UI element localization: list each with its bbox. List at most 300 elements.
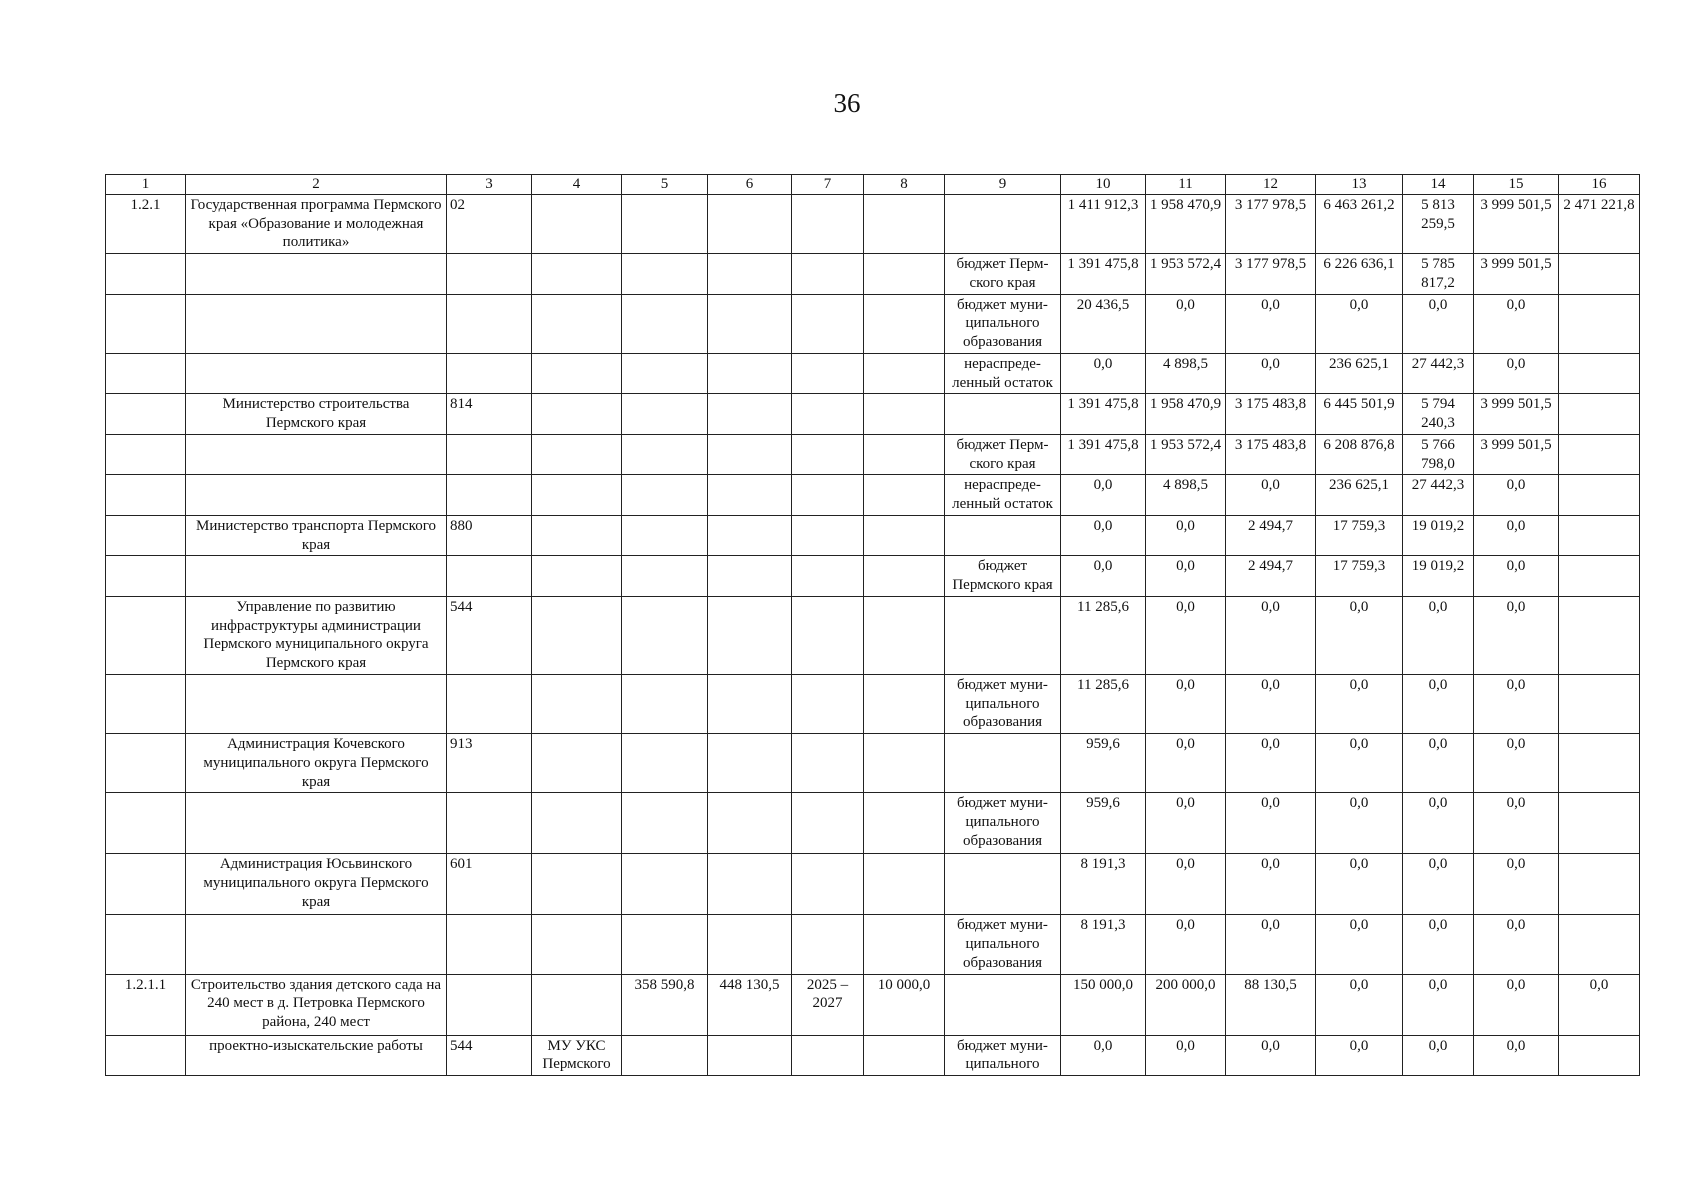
code-cell: 880 (447, 515, 532, 556)
value-cell: 8 191,3 (1061, 854, 1146, 915)
row-index-cell: 1.2.1.1 (106, 974, 186, 1035)
value-cell (1559, 254, 1640, 295)
value-cell: 0,0 (1226, 1035, 1316, 1076)
value-cell: 5 794 240,3 (1403, 394, 1474, 435)
value-cell (1559, 793, 1640, 854)
value-cell (1559, 915, 1640, 974)
name-cell: Управление по развитию инфраструктуры администрации Пермского муниципального округа Пермского края (186, 596, 447, 674)
value-cell: 0,0 (1474, 556, 1559, 597)
code-cell: 544 (447, 1035, 532, 1076)
col5-cell (622, 254, 708, 295)
code-cell (447, 915, 532, 974)
executor-cell (532, 556, 622, 597)
executor-cell (532, 674, 622, 733)
name-cell (186, 254, 447, 295)
row-index-cell (106, 793, 186, 854)
source-cell: бюджет муни-ципального образования (945, 294, 1061, 353)
period-cell (792, 674, 864, 733)
value-cell: 959,6 (1061, 793, 1146, 854)
col8-cell (864, 1035, 945, 1076)
col6-cell (708, 475, 792, 516)
value-cell: 1 953 572,4 (1146, 254, 1226, 295)
row-index-cell (106, 674, 186, 733)
source-cell: бюджет Перм-ского края (945, 434, 1061, 475)
value-cell: 3 999 501,5 (1474, 254, 1559, 295)
col6-cell (708, 1035, 792, 1076)
value-cell: 0,0 (1146, 734, 1226, 793)
col5-cell (622, 394, 708, 435)
col5-cell (622, 194, 708, 253)
value-cell: 0,0 (1146, 915, 1226, 974)
period-cell: 2025 – 2027 (792, 974, 864, 1035)
value-cell: 0,0 (1474, 353, 1559, 394)
table-row (106, 475, 1640, 516)
col6-cell (708, 915, 792, 974)
value-cell (1559, 1035, 1640, 1076)
value-cell: 1 958 470,9 (1146, 394, 1226, 435)
col8-cell (864, 674, 945, 733)
code-cell (447, 434, 532, 475)
source-cell: бюджет Перм-ского края (945, 254, 1061, 295)
executor-cell (532, 353, 622, 394)
value-cell: 0,0 (1146, 793, 1226, 854)
period-cell (792, 1035, 864, 1076)
value-cell: 0,0 (1316, 596, 1403, 674)
value-cell: 0,0 (1316, 294, 1403, 353)
table-row (106, 793, 1640, 854)
col8-cell (864, 194, 945, 253)
value-cell: 27 442,3 (1403, 353, 1474, 394)
value-cell (1559, 515, 1640, 556)
col6-cell (708, 434, 792, 475)
col5-cell (622, 294, 708, 353)
column-header: 13 (1316, 175, 1403, 195)
col5-cell (622, 475, 708, 516)
table-row (106, 194, 1640, 253)
column-header: 12 (1226, 175, 1316, 195)
code-cell: 913 (447, 734, 532, 793)
column-header: 6 (708, 175, 792, 195)
value-cell: 0,0 (1226, 854, 1316, 915)
column-header: 7 (792, 175, 864, 195)
col5-cell (622, 556, 708, 597)
value-cell: 0,0 (1316, 1035, 1403, 1076)
table-row (106, 353, 1640, 394)
executor-cell (532, 854, 622, 915)
value-cell (1559, 596, 1640, 674)
value-cell: 0,0 (1226, 353, 1316, 394)
value-cell: 0,0 (1226, 674, 1316, 733)
col6-cell (708, 674, 792, 733)
period-cell (792, 915, 864, 974)
col8-cell (864, 556, 945, 597)
value-cell: 4 898,5 (1146, 475, 1226, 516)
name-cell (186, 475, 447, 516)
col8-cell (864, 515, 945, 556)
period-cell (792, 394, 864, 435)
table-row (106, 596, 1640, 674)
row-index-cell (106, 294, 186, 353)
table-row (106, 974, 1640, 1035)
row-index-cell (106, 1035, 186, 1076)
source-cell: бюджет муни-ципального (945, 1035, 1061, 1076)
value-cell: 11 285,6 (1061, 596, 1146, 674)
executor-cell (532, 394, 622, 435)
value-cell: 0,0 (1403, 793, 1474, 854)
col6-cell (708, 394, 792, 435)
value-cell: 0,0 (1316, 854, 1403, 915)
code-cell (447, 353, 532, 394)
value-cell: 0,0 (1061, 1035, 1146, 1076)
value-cell: 5 785 817,2 (1403, 254, 1474, 295)
value-cell: 0,0 (1403, 674, 1474, 733)
row-index-cell (106, 475, 186, 516)
col6-cell (708, 596, 792, 674)
source-cell: бюджет муни-ципального образования (945, 674, 1061, 733)
value-cell: 0,0 (1474, 734, 1559, 793)
table-row (106, 254, 1640, 295)
row-index-cell (106, 394, 186, 435)
value-cell (1559, 353, 1640, 394)
value-cell: 0,0 (1403, 734, 1474, 793)
value-cell: 1 953 572,4 (1146, 434, 1226, 475)
value-cell (1559, 475, 1640, 516)
col5-cell (622, 674, 708, 733)
col5-cell (622, 353, 708, 394)
value-cell: 0,0 (1226, 734, 1316, 793)
column-header: 9 (945, 175, 1061, 195)
table-row (106, 515, 1640, 556)
period-cell (792, 734, 864, 793)
value-cell (1559, 734, 1640, 793)
value-cell: 6 226 636,1 (1316, 254, 1403, 295)
page-number: 36 (833, 88, 861, 118)
col8-cell (864, 294, 945, 353)
value-cell: 88 130,5 (1226, 974, 1316, 1035)
source-cell: бюджет муни-ципального образования (945, 793, 1061, 854)
col8-cell (864, 854, 945, 915)
value-cell: 0,0 (1474, 294, 1559, 353)
value-cell: 1 958 470,9 (1146, 194, 1226, 253)
col8-cell (864, 596, 945, 674)
value-cell: 8 191,3 (1061, 915, 1146, 974)
value-cell: 236 625,1 (1316, 475, 1403, 516)
value-cell: 17 759,3 (1316, 515, 1403, 556)
value-cell: 0,0 (1316, 793, 1403, 854)
col6-cell (708, 353, 792, 394)
col5-cell (622, 515, 708, 556)
col8-cell (864, 353, 945, 394)
value-cell: 0,0 (1146, 556, 1226, 597)
col5-cell (622, 854, 708, 915)
value-cell: 959,6 (1061, 734, 1146, 793)
executor-cell (532, 515, 622, 556)
row-index-cell (106, 556, 186, 597)
value-cell: 0,0 (1403, 294, 1474, 353)
col6-cell: 448 130,5 (708, 974, 792, 1035)
value-cell: 3 177 978,5 (1226, 194, 1316, 253)
value-cell: 0,0 (1316, 915, 1403, 974)
executor-cell (532, 254, 622, 295)
budget-table (105, 174, 1640, 1076)
table-row (106, 556, 1640, 597)
value-cell: 0,0 (1061, 475, 1146, 516)
value-cell: 0,0 (1474, 1035, 1559, 1076)
row-index-cell (106, 434, 186, 475)
table-row (106, 854, 1640, 915)
value-cell: 6 463 261,2 (1316, 194, 1403, 253)
code-cell: 601 (447, 854, 532, 915)
name-cell (186, 915, 447, 974)
executor-cell (532, 475, 622, 516)
col5-cell (622, 434, 708, 475)
period-cell (792, 475, 864, 516)
value-cell: 3 175 483,8 (1226, 394, 1316, 435)
col8-cell (864, 734, 945, 793)
name-cell: проектно-изыскательские работы (186, 1035, 447, 1076)
col5-cell (622, 793, 708, 854)
value-cell: 3 175 483,8 (1226, 434, 1316, 475)
col5-cell: 358 590,8 (622, 974, 708, 1035)
source-cell (945, 515, 1061, 556)
col6-cell (708, 793, 792, 854)
period-cell (792, 596, 864, 674)
code-cell (447, 254, 532, 295)
source-cell: нераспреде-ленный остаток (945, 475, 1061, 516)
value-cell: 0,0 (1146, 854, 1226, 915)
value-cell: 0,0 (1474, 475, 1559, 516)
period-cell (792, 194, 864, 253)
col8-cell (864, 394, 945, 435)
table-row (106, 434, 1640, 475)
value-cell (1559, 854, 1640, 915)
col6-cell (708, 515, 792, 556)
col6-cell (708, 294, 792, 353)
col5-cell (622, 734, 708, 793)
col6-cell (708, 194, 792, 253)
table-row (106, 394, 1640, 435)
value-cell: 0,0 (1403, 1035, 1474, 1076)
source-cell: бюджет Пермского края (945, 556, 1061, 597)
value-cell: 0,0 (1226, 294, 1316, 353)
executor-cell (532, 734, 622, 793)
value-cell: 0,0 (1403, 854, 1474, 915)
row-index-cell (106, 854, 186, 915)
value-cell: 0,0 (1226, 793, 1316, 854)
value-cell: 0,0 (1061, 353, 1146, 394)
code-cell (447, 475, 532, 516)
value-cell: 5 766 798,0 (1403, 434, 1474, 475)
row-index-cell (106, 915, 186, 974)
name-cell (186, 674, 447, 733)
value-cell: 0,0 (1146, 515, 1226, 556)
column-header: 15 (1474, 175, 1559, 195)
col8-cell: 10 000,0 (864, 974, 945, 1035)
value-cell: 1 391 475,8 (1061, 434, 1146, 475)
column-header: 5 (622, 175, 708, 195)
value-cell: 150 000,0 (1061, 974, 1146, 1035)
value-cell: 0,0 (1146, 596, 1226, 674)
table-body (106, 194, 1640, 1075)
row-index-cell (106, 353, 186, 394)
code-cell: 544 (447, 596, 532, 674)
value-cell: 0,0 (1474, 915, 1559, 974)
source-cell (945, 394, 1061, 435)
code-cell: 02 (447, 194, 532, 253)
source-cell (945, 974, 1061, 1035)
period-cell (792, 556, 864, 597)
value-cell: 0,0 (1226, 475, 1316, 516)
value-cell (1559, 556, 1640, 597)
value-cell: 1 411 912,3 (1061, 194, 1146, 253)
name-cell: Государственная программа Пермского края «Образование и молодежная политика» (186, 194, 447, 253)
value-cell: 19 019,2 (1403, 556, 1474, 597)
executor-cell (532, 974, 622, 1035)
col5-cell (622, 915, 708, 974)
value-cell: 0,0 (1474, 515, 1559, 556)
period-cell (792, 515, 864, 556)
period-cell (792, 254, 864, 295)
column-header: 2 (186, 175, 447, 195)
column-header: 16 (1559, 175, 1640, 195)
value-cell: 0,0 (1316, 674, 1403, 733)
period-cell (792, 294, 864, 353)
source-cell (945, 194, 1061, 253)
name-cell (186, 294, 447, 353)
name-cell: Администрация Кочевского муниципального округа Пермского края (186, 734, 447, 793)
value-cell: 200 000,0 (1146, 974, 1226, 1035)
value-cell: 0,0 (1474, 974, 1559, 1035)
executor-cell (532, 294, 622, 353)
table-row (106, 674, 1640, 733)
table-row (106, 294, 1640, 353)
value-cell: 0,0 (1403, 974, 1474, 1035)
value-cell (1559, 434, 1640, 475)
value-cell (1559, 294, 1640, 353)
value-cell: 0,0 (1474, 854, 1559, 915)
source-cell: нераспреде-ленный остаток (945, 353, 1061, 394)
col6-cell (708, 854, 792, 915)
value-cell: 4 898,5 (1146, 353, 1226, 394)
value-cell: 0,0 (1061, 515, 1146, 556)
name-cell: Министерство транспорта Пермского края (186, 515, 447, 556)
value-cell: 3 999 501,5 (1474, 394, 1559, 435)
value-cell: 6 208 876,8 (1316, 434, 1403, 475)
value-cell: 3 999 501,5 (1474, 434, 1559, 475)
value-cell: 20 436,5 (1061, 294, 1146, 353)
executor-cell (532, 793, 622, 854)
value-cell: 0,0 (1474, 793, 1559, 854)
column-header: 10 (1061, 175, 1146, 195)
executor-cell: МУ УКС Пермского (532, 1035, 622, 1076)
table-row (106, 734, 1640, 793)
value-cell: 0,0 (1403, 596, 1474, 674)
name-cell (186, 793, 447, 854)
code-cell (447, 294, 532, 353)
value-cell: 236 625,1 (1316, 353, 1403, 394)
value-cell: 0,0 (1226, 915, 1316, 974)
row-index-cell (106, 596, 186, 674)
name-cell: Строительство здания детского сада на 240 мест в д. Петровка Пермского района, 240 мест (186, 974, 447, 1035)
row-index-cell: 1.2.1 (106, 194, 186, 253)
name-cell (186, 353, 447, 394)
code-cell (447, 674, 532, 733)
period-cell (792, 793, 864, 854)
col8-cell (864, 434, 945, 475)
column-header: 3 (447, 175, 532, 195)
row-index-cell (106, 734, 186, 793)
value-cell: 1 391 475,8 (1061, 394, 1146, 435)
source-cell (945, 854, 1061, 915)
col8-cell (864, 793, 945, 854)
value-cell: 0,0 (1146, 294, 1226, 353)
value-cell: 3 177 978,5 (1226, 254, 1316, 295)
value-cell: 1 391 475,8 (1061, 254, 1146, 295)
column-header: 1 (106, 175, 186, 195)
value-cell: 0,0 (1226, 596, 1316, 674)
column-header: 4 (532, 175, 622, 195)
source-cell (945, 596, 1061, 674)
value-cell: 5 813 259,5 (1403, 194, 1474, 253)
column-header: 8 (864, 175, 945, 195)
period-cell (792, 434, 864, 475)
executor-cell (532, 434, 622, 475)
value-cell: 0,0 (1316, 974, 1403, 1035)
period-cell (792, 854, 864, 915)
value-cell: 11 285,6 (1061, 674, 1146, 733)
value-cell: 19 019,2 (1403, 515, 1474, 556)
source-cell (945, 734, 1061, 793)
code-cell (447, 793, 532, 854)
value-cell: 0,0 (1061, 556, 1146, 597)
value-cell: 2 494,7 (1226, 515, 1316, 556)
name-cell (186, 434, 447, 475)
code-cell (447, 556, 532, 597)
table-row (106, 1035, 1640, 1076)
col8-cell (864, 475, 945, 516)
col5-cell (622, 596, 708, 674)
value-cell (1559, 674, 1640, 733)
name-cell (186, 556, 447, 597)
value-cell: 0,0 (1474, 674, 1559, 733)
value-cell: 0,0 (1316, 734, 1403, 793)
value-cell: 0,0 (1474, 596, 1559, 674)
column-number-row (106, 175, 1640, 195)
code-cell: 814 (447, 394, 532, 435)
value-cell: 0,0 (1403, 915, 1474, 974)
executor-cell (532, 915, 622, 974)
column-header: 11 (1146, 175, 1226, 195)
value-cell: 0,0 (1146, 1035, 1226, 1076)
name-cell: Администрация Юсьвинского муниципального округа Пермского края (186, 854, 447, 915)
value-cell: 3 999 501,5 (1474, 194, 1559, 253)
value-cell: 2 471 221,8 (1559, 194, 1640, 253)
col5-cell (622, 1035, 708, 1076)
col6-cell (708, 254, 792, 295)
row-index-cell (106, 254, 186, 295)
executor-cell (532, 596, 622, 674)
table-row (106, 915, 1640, 974)
value-cell: 6 445 501,9 (1316, 394, 1403, 435)
value-cell: 0,0 (1559, 974, 1640, 1035)
value-cell: 27 442,3 (1403, 475, 1474, 516)
executor-cell (532, 194, 622, 253)
col6-cell (708, 734, 792, 793)
value-cell (1559, 394, 1640, 435)
col8-cell (864, 915, 945, 974)
value-cell: 0,0 (1146, 674, 1226, 733)
source-cell: бюджет муни-ципального образования (945, 915, 1061, 974)
